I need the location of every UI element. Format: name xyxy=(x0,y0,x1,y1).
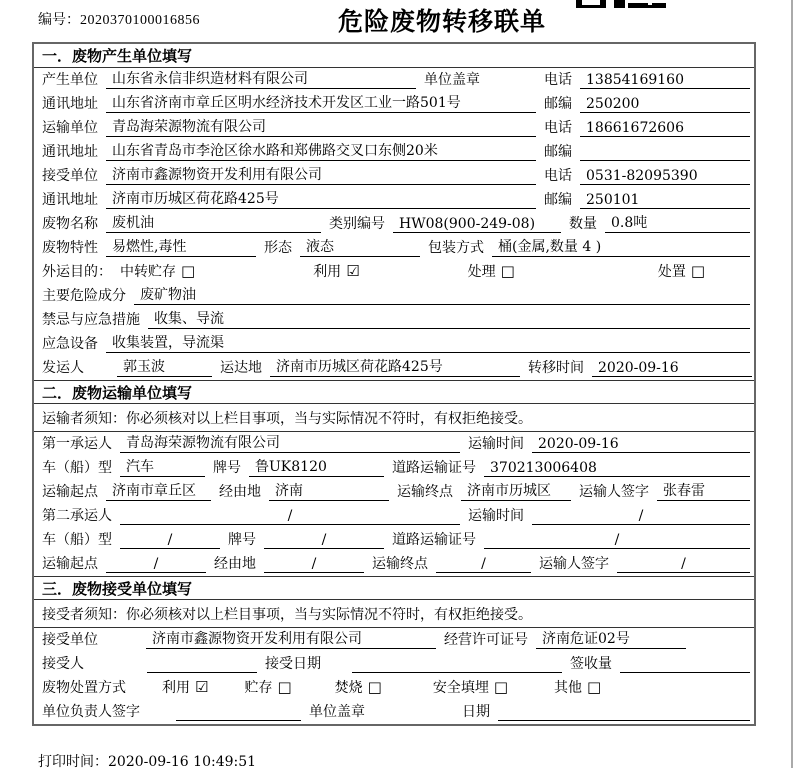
origin1-value: 济南市章丘区 xyxy=(106,480,211,501)
recipient-value xyxy=(147,656,257,673)
equipment-value: 收集装置，导流渠 xyxy=(106,332,750,353)
vehicle2-value: / xyxy=(120,532,220,549)
disposal-option-other: 其他 □ xyxy=(554,677,602,696)
receiver-label: 接受单位 xyxy=(42,168,98,184)
category-label: 类别编号 xyxy=(329,216,385,232)
address-label: 通讯地址 xyxy=(42,96,98,112)
transporter-notice: 运输者须知：你必须核对以上栏目事项，当与实际情况不符时，有权拒绝接受。 xyxy=(34,404,754,432)
purpose-label: 外运目的： xyxy=(42,264,112,280)
print-time-value: 2020-09-16 10:49:51 xyxy=(108,754,257,770)
purpose-option-transfer-storage: 中转贮存 □ xyxy=(120,261,196,280)
quantity-label: 数量 xyxy=(569,216,597,232)
taboo-measures-row xyxy=(34,308,754,332)
purpose-option-treat: 处理 □ xyxy=(467,261,515,280)
carrier1-label: 第一承运人 xyxy=(42,436,112,452)
plate-label: 牌号 xyxy=(213,460,241,476)
form-value: 液态 xyxy=(300,236,420,257)
sign2-value: / xyxy=(617,556,750,573)
disposal-option-utilize: 利用 ☑ xyxy=(162,677,209,696)
waste-traits-row xyxy=(34,236,754,260)
responsible-sign-label: 单位负责人签字 xyxy=(42,704,140,720)
received-qty-value xyxy=(620,656,750,673)
transport-time1-value: 2020-09-16 xyxy=(532,436,750,453)
via-label: 经由地 xyxy=(214,556,256,572)
date-value xyxy=(498,704,750,721)
second-carrier-row xyxy=(34,504,754,528)
transfer-time-label: 转移时间 xyxy=(528,360,584,376)
transporter-phone-value: 18661672606 xyxy=(580,120,750,137)
route1-row xyxy=(34,480,754,504)
category-value: HW08(900-249-08) xyxy=(393,216,561,233)
carrier1-value: 青岛海荣源物流有限公司 xyxy=(120,432,460,453)
plate1-value: 鲁UK8120 xyxy=(249,456,384,477)
end2-value: / xyxy=(436,556,531,573)
producer-phone-value: 13854169160 xyxy=(580,72,750,89)
packing-value: 桶(金属,数量 4 ) xyxy=(492,236,750,257)
end-label: 运输终点 xyxy=(372,556,428,572)
checkbox-unchecked-icon: □ xyxy=(690,261,706,280)
transfer-purpose-row xyxy=(34,260,754,284)
carrier2-value: / xyxy=(120,508,460,525)
traits-value: 易燃性,毒性 xyxy=(106,236,256,257)
quantity-value: 0.8吨 xyxy=(605,212,750,233)
print-time-label: 打印时间： xyxy=(38,754,108,770)
vehicle-type-label: 车（船）型 xyxy=(42,532,112,548)
sign1-value: 张春雷 xyxy=(657,480,750,501)
permit2-value: / xyxy=(484,532,750,549)
recipient-label: 接受人 xyxy=(42,656,84,672)
address-label: 通讯地址 xyxy=(42,192,98,208)
shipper-row xyxy=(34,356,754,380)
carrier-sign-label: 运输人签字 xyxy=(579,484,649,500)
serial-number xyxy=(38,9,200,29)
accepting-unit-label: 接受单位 xyxy=(42,632,98,648)
taboo-value: 收集、导流 xyxy=(148,308,750,329)
serial-label: 编号： xyxy=(38,12,80,28)
purpose-option-dispose: 处置 □ xyxy=(657,261,706,280)
receiver-notice: 接受者须知：你必须核对以上栏目事项，当与实际情况不符时，有权拒绝接受。 xyxy=(34,600,754,628)
zip-label: 邮编 xyxy=(544,144,572,160)
first-carrier-row xyxy=(34,432,754,456)
checkbox-unchecked-icon: □ xyxy=(367,677,382,696)
print-time xyxy=(38,751,256,771)
receive-date-label: 接受日期 xyxy=(265,656,321,672)
manifest-form xyxy=(32,42,756,726)
shipper-label: 发运人 xyxy=(42,360,84,376)
recipient-row xyxy=(34,652,754,676)
phone-label: 电话 xyxy=(544,72,572,88)
disposal-option-incinerate: 焚烧 □ xyxy=(334,677,382,696)
producer-unit-row xyxy=(34,68,754,92)
waste-name-row xyxy=(34,212,754,236)
transport-time-label: 运输时间 xyxy=(468,508,524,524)
producer-zip-value: 250200 xyxy=(580,96,750,113)
waste-name-value: 废机油 xyxy=(106,212,321,233)
disposal-option-landfill: 安全填埋 □ xyxy=(432,677,509,696)
vehicle1-row xyxy=(34,456,754,480)
responsible-sign-row xyxy=(34,700,754,724)
window-edge-divider xyxy=(791,0,793,768)
traits-label: 废物特性 xyxy=(42,240,98,256)
destination-value: 济南市历城区荷花路425号 xyxy=(270,356,520,377)
checkbox-unchecked-icon: □ xyxy=(277,677,292,696)
producer-label: 产生单位 xyxy=(42,72,98,88)
checkbox-unchecked-icon: □ xyxy=(493,677,509,696)
phone-label: 电话 xyxy=(544,168,572,184)
address-label: 通讯地址 xyxy=(42,144,98,160)
via1-value: 济南 xyxy=(269,480,389,501)
shipper-value: 郭玉波 xyxy=(117,356,212,377)
plate2-value: / xyxy=(264,532,384,549)
section1-heading: 一．废物产生单位填写 xyxy=(34,44,754,68)
date-label: 日期 xyxy=(462,704,490,720)
checkbox-unchecked-icon: □ xyxy=(587,677,602,696)
receiver-address-value: 济南市历城区荷花路425号 xyxy=(106,188,536,209)
receiver-value: 济南市鑫源物资开发利用有限公司 xyxy=(106,164,536,185)
carrier-sign-label: 运输人签字 xyxy=(539,556,609,572)
zip-label: 邮编 xyxy=(544,96,572,112)
form-label: 形态 xyxy=(264,240,292,256)
transporter-address-value: 山东省青岛市李沧区徐水路和郑佛路交叉口东侧20米 xyxy=(106,140,536,161)
destination-label: 运达地 xyxy=(220,360,262,376)
hazard-component-row xyxy=(34,284,754,308)
page-title: 危险废物转移联单 xyxy=(338,7,547,36)
road-permit-label: 道路运输证号 xyxy=(392,532,476,548)
serial-value: 2020370100016856 xyxy=(80,13,200,28)
disposal-option-storage: 贮存 □ xyxy=(244,677,292,696)
transfer-time-value: 2020-09-16 xyxy=(592,360,752,377)
producer-address-value: 山东省济南市章丘区明水经济技术开发区工业一路501号 xyxy=(106,92,536,113)
disposal-label: 废物处置方式 xyxy=(42,680,126,696)
origin2-value: / xyxy=(106,556,206,573)
waste-name-label: 废物名称 xyxy=(42,216,98,232)
hazard-value: 废矿物油 xyxy=(134,284,750,305)
transporter-address-row xyxy=(34,140,754,164)
checkbox-unchecked-icon: □ xyxy=(500,261,515,280)
via-label: 经由地 xyxy=(219,484,261,500)
origin-label: 运输起点 xyxy=(42,484,98,500)
end1-value: 济南市历城区 xyxy=(461,480,571,501)
taboo-label: 禁忌与应急措施 xyxy=(42,312,140,328)
end-label: 运输终点 xyxy=(397,484,453,500)
via2-value: / xyxy=(264,556,364,573)
transporter-value: 青岛海荣源物流有限公司 xyxy=(106,116,536,137)
equipment-label: 应急设备 xyxy=(42,336,98,352)
license-label: 经营许可证号 xyxy=(444,632,528,648)
disposal-method-row xyxy=(34,676,754,700)
checkbox-unchecked-icon: □ xyxy=(181,261,196,280)
receiver-unit-row xyxy=(34,164,754,188)
receiver-address-row xyxy=(34,188,754,212)
carrier2-label: 第二承运人 xyxy=(42,508,112,524)
unit-seal-label: 单位盖章 xyxy=(309,704,365,720)
receiver-zip-value: 250101 xyxy=(580,192,750,209)
emergency-equipment-row xyxy=(34,332,754,356)
origin-label: 运输起点 xyxy=(42,556,98,572)
checkbox-checked-icon: ☑ xyxy=(346,261,360,280)
responsible-sign-value xyxy=(176,704,301,721)
section2-heading: 二．废物运输单位填写 xyxy=(34,380,754,404)
plate-label: 牌号 xyxy=(228,532,256,548)
road-permit-label: 道路运输证号 xyxy=(392,460,476,476)
section3-heading: 三．废物接受单位填写 xyxy=(34,576,754,600)
accepting-unit-value: 济南市鑫源物资开发利用有限公司 xyxy=(146,628,436,649)
transport-time2-value: / xyxy=(532,508,750,525)
transporter-unit-row xyxy=(34,116,754,140)
unit-seal-label: 单位盖章 xyxy=(424,72,480,88)
checkbox-checked-icon: ☑ xyxy=(195,677,209,696)
producer-address-row xyxy=(34,92,754,116)
received-qty-label: 签收量 xyxy=(570,656,612,672)
vehicle-type-label: 车（船）型 xyxy=(42,460,112,476)
zip-label: 邮编 xyxy=(544,192,572,208)
packing-label: 包装方式 xyxy=(428,240,484,256)
route2-row xyxy=(34,552,754,576)
vehicle1-value: 汽车 xyxy=(120,456,205,477)
vehicle2-row xyxy=(34,528,754,552)
transport-time-label: 运输时间 xyxy=(468,436,524,452)
receive-date-value xyxy=(352,656,562,673)
permit1-value: 370213006408 xyxy=(484,460,750,477)
qr-code-fragment-icon xyxy=(576,0,666,8)
purpose-option-utilize: 利用 ☑ xyxy=(313,261,360,280)
receiver-phone-value: 0531-82095390 xyxy=(580,168,750,185)
transporter-zip-value xyxy=(580,144,750,161)
phone-label: 电话 xyxy=(544,120,572,136)
accepting-unit-row xyxy=(34,628,754,652)
license-value: 济南危证02号 xyxy=(536,628,686,649)
producer-value: 山东省永信非织造材料有限公司 xyxy=(106,68,416,89)
transporter-label: 运输单位 xyxy=(42,120,98,136)
hazard-label: 主要危险成分 xyxy=(42,288,126,304)
